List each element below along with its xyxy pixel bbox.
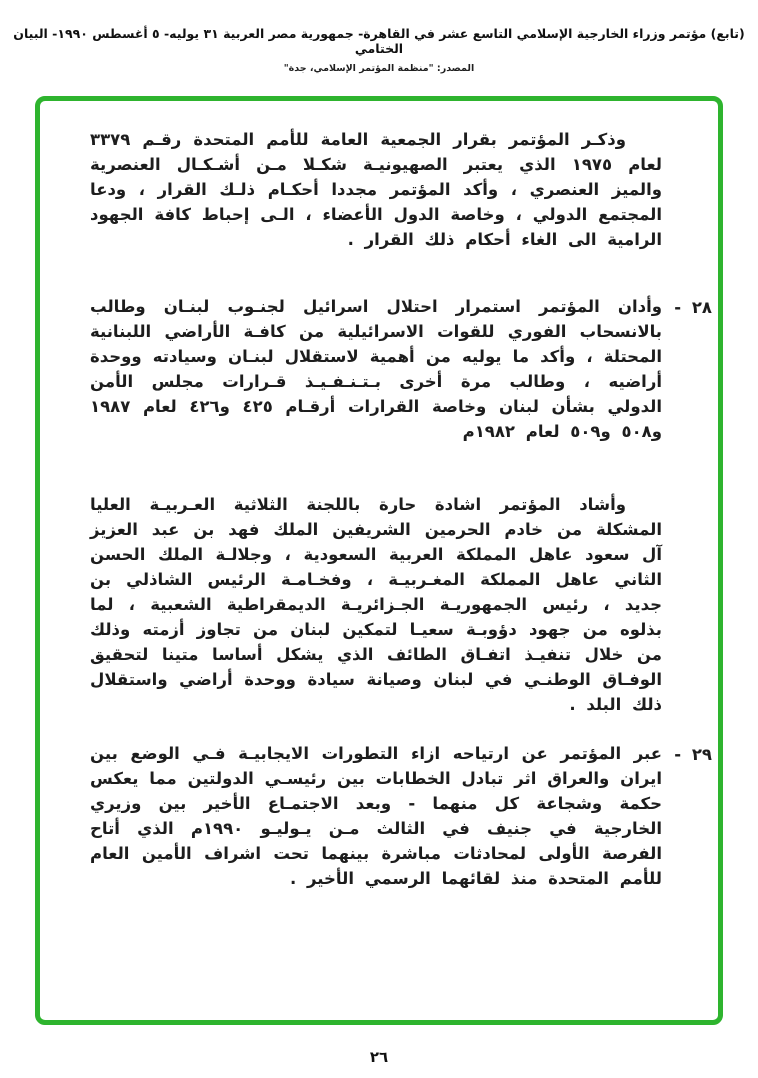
paragraph-zionism-resolution: وذكـر المؤتمر بقرار الجمعية العامة للأمم المتحدة رقـم ٣٣٧٩ لعام ١٩٧٥ الذي يعتبر الصهيونيـة شكـلا مـن أشـكـال العنصرية والميز العنصري ، وأكد المؤتمر مجددا أحكـام ذلـك القرار ، ودعا المجتمع الدولي ، وخاصة الدول الأعضاء ، الـى إحباط كافة الجهود الرامية الى الغاء أحكام ذلك القرار .: [90, 130, 662, 249]
numbered-item-29: [90, 741, 712, 891]
paragraph-tripartite-committee: وأشاد المؤتمر اشادة حارة باللجنة الثلاثية العـربيـة العليا المشكلة من خادم الحرمين الشريفين الملك فهد بن عبد العزيز آل سعود عاهل المملكة العربية السعودية ، وجلالـة الملك الحسن الثاني عاهل المملكة المغـربيـة ، وفخـامـة الرئيس الشاذلي بن جديد ، رئيس الجمهوريـة الجـزائريـة الديمقراطية الشعبية ، لما بذلوه من جهود دؤوبـة سعيـا لتمكين لبنان من تجاوز أزمته وذلك من خلال تنفيـذ اتفـاق الطائف الذي يشكل أساسا متينا لتحقيق الوفـاق الوطنـي في لبنان وصيانة سيادة ووحدة أراضي واستقلال ذلك البلد .: [90, 495, 662, 714]
scanned-text-frame: [35, 96, 723, 1025]
document-body: [40, 101, 718, 891]
item-29-text: عبر المؤتمر عن ارتياحه ازاء التطورات الايجابيـة فـي الوضع بين ايران والعراق اثر تبادل الخطابات بين رئيسـي الدولتين مما يعكس حكمة وشجاعة كل منهما - وبعد الاجتمـاع الأخير بين وزيري الخارجية في جنيف في الثالث مـن يـوليـو ١٩٩٠م الذي أتاح الفرصة الأولى لمحادثات مباشرة بينهما تحت اشراف الأمين العام للأمم المتحدة منذ لقائهما الرسمي الأخير .: [90, 744, 662, 888]
header-title: (تابع) مؤتمر وزراء الخارجية الإسلامي التاسع عشر في القاهرة- جمهورية مصر العربية ٣١ يوليه- ٥ أغسطس ١٩٩٠- البيان الختامي: [13, 26, 745, 56]
item-28-number: ٢٨ -: [674, 298, 712, 317]
document-header: [0, 0, 758, 74]
header-source: المصدر: "منظمة المؤتمر الإسلامي، جدة": [283, 63, 475, 74]
item-29-number: ٢٩ -: [674, 745, 712, 764]
numbered-item-28: [90, 294, 712, 444]
page-number: ٢٦: [369, 1048, 389, 1066]
item-28-text: وأدان المؤتمر استمرار احتلال اسرائيل لجنـوب لبنـان وطالب بالانسحاب الفوري للقوات الاسرائيلية من كافـة الأراضي اللبنانية المحتلة ، وأكد ما يوليه من أهمية لاستقلال لبنـان وسيادته ووحدة أراضيه ، وطالب مرة أخرى بـتـنـفـيـذ قـرارات مجلس الأمن الدولي بشأن لبنان وخاصة القرارات أرقـام ٤٢٥ و٤٢٦ لعام ١٩٨٧ و٥٠٨ و٥٠٩ لعام ١٩٨٢م: [90, 297, 662, 441]
